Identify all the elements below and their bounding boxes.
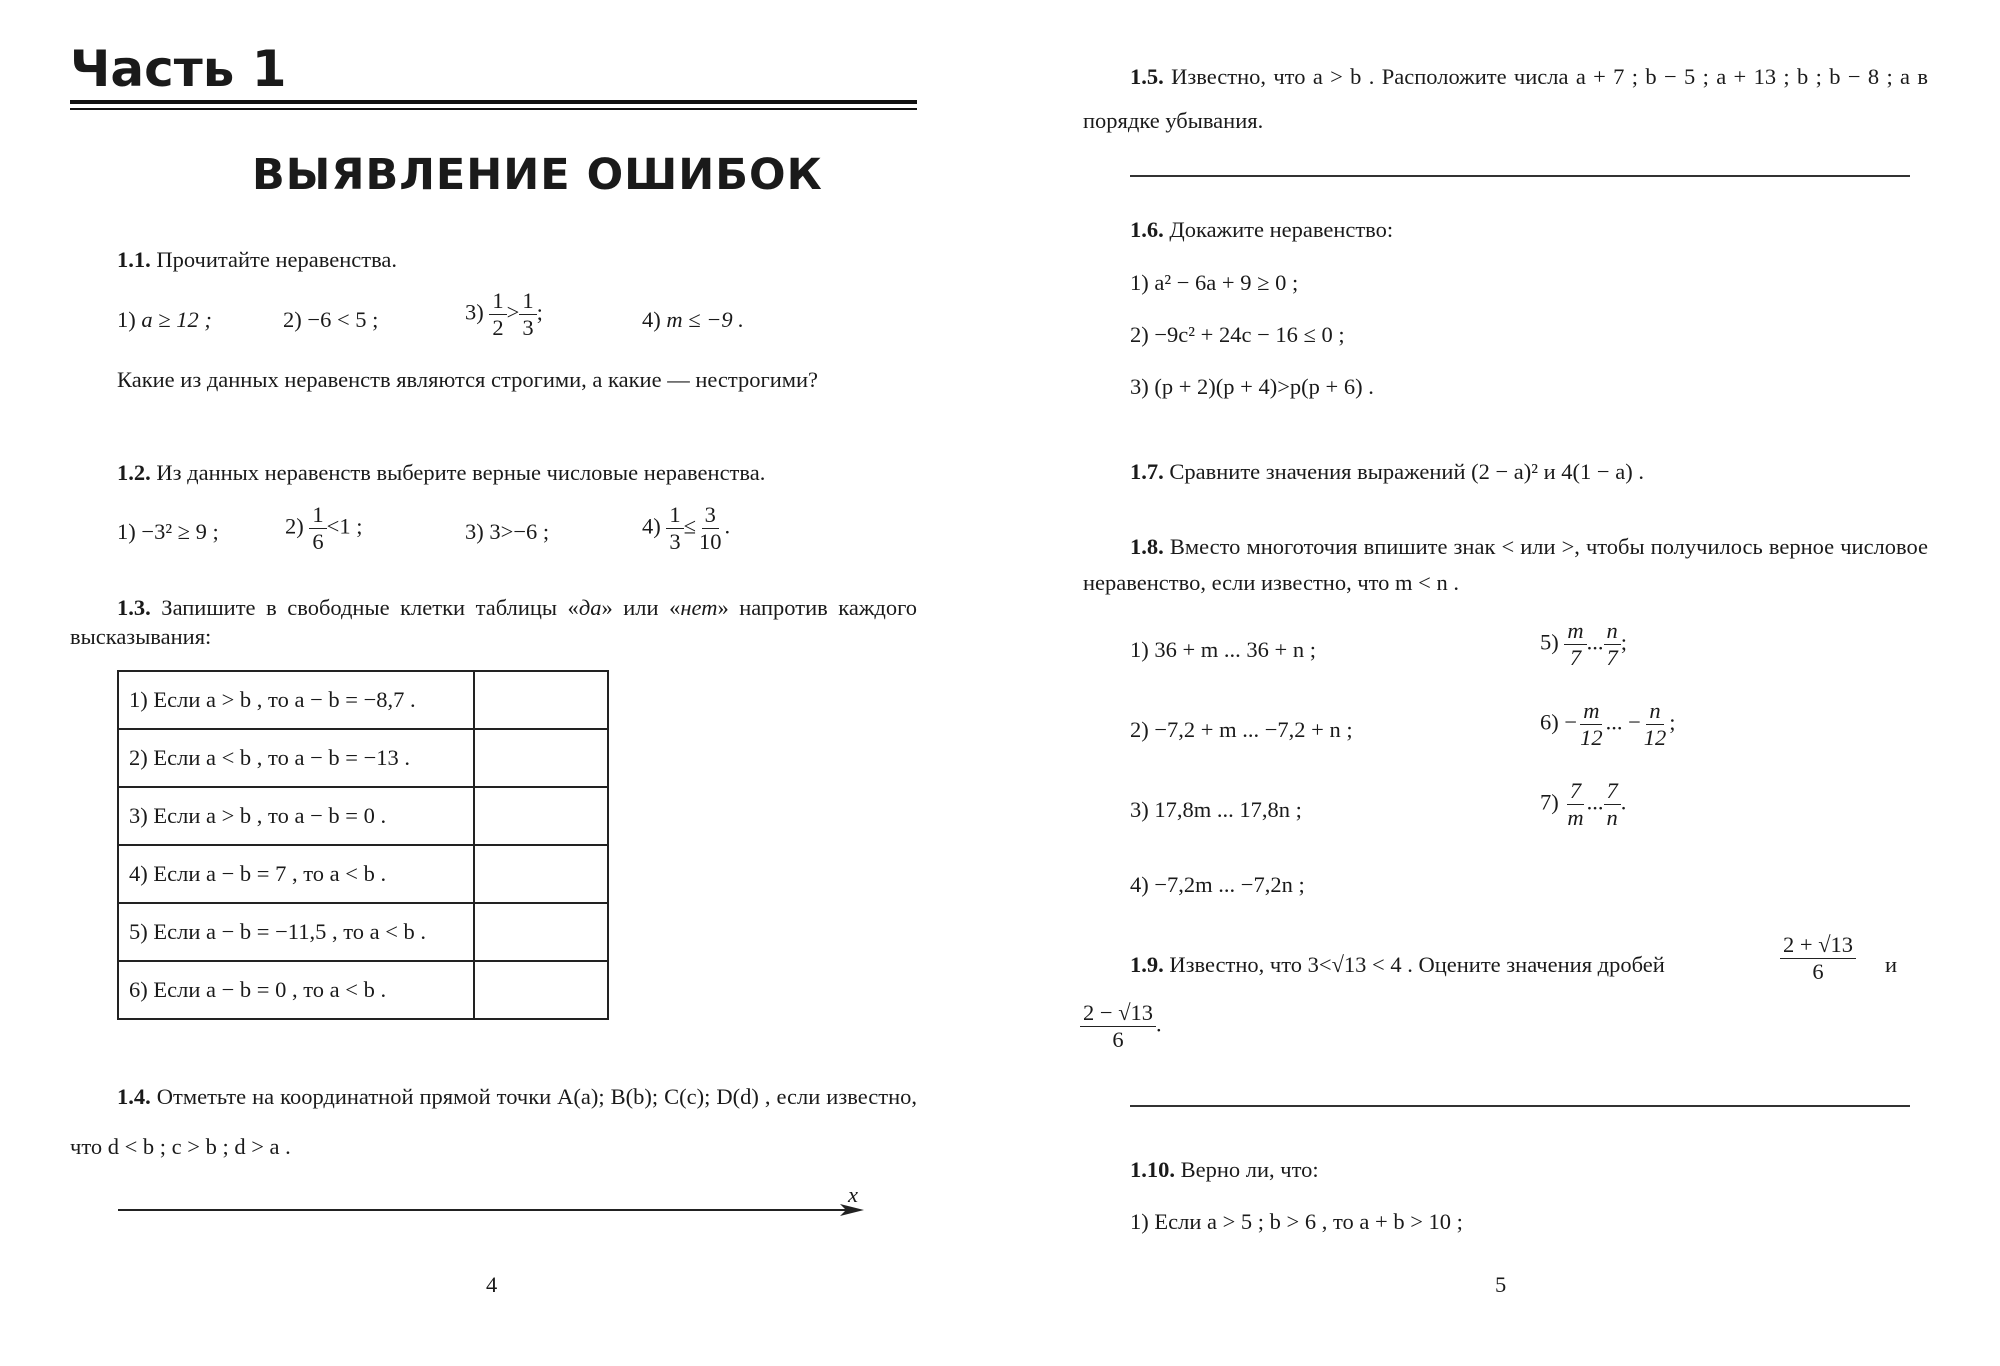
- fraction: $\frac{m}{7}$: [1564, 618, 1586, 671]
- part-rule-thick: [70, 100, 917, 104]
- problem-number: 1.7.: [1130, 459, 1164, 484]
- fraction: $\frac{n}{7}$: [1604, 618, 1621, 671]
- problem-number: 1.1.: [117, 247, 151, 272]
- problem-number: 1.2.: [117, 460, 151, 485]
- ineq-1-2-1: 1) −3² ≥ 9 ;: [117, 519, 219, 544]
- statement-cell: 3) Если a > b , то a − b = 0 .: [118, 787, 474, 845]
- item-number: 2): [283, 307, 302, 332]
- answer-da: да: [578, 595, 602, 620]
- problem-1-1-heading: [117, 245, 397, 274]
- fraction: $\frac{1}{6}$: [309, 502, 326, 555]
- fraction: $\frac{2 + √13}{6}$: [1780, 932, 1856, 985]
- part-rule-thin: [70, 108, 917, 110]
- table-row: [118, 961, 608, 1019]
- problem-1-6-heading: [1130, 215, 1393, 244]
- problem-number: 1.4.: [117, 1084, 151, 1109]
- problem-number: 1.10.: [1130, 1157, 1175, 1182]
- item-number: 1): [117, 307, 136, 332]
- compare-1-8-6: 6) − $\frac{m}{12}$ ... − $\frac{n}{12}$ ;: [1540, 698, 1676, 750]
- problem-text: Докажите неравенство:: [1169, 217, 1394, 242]
- fraction: $\frac{m}{12}$: [1580, 698, 1603, 750]
- item-number: 4): [642, 307, 661, 332]
- problem-1-2-heading: [117, 458, 765, 487]
- inequality: a ≥ 12 ;: [141, 307, 212, 332]
- answer-cell[interactable]: [474, 671, 608, 729]
- problem-text: Известно, что a > b . Расположите числа a + 7 ; b − 5 ; a + 13 ; b ; b − 8 ; a в порядке убывания.: [1083, 64, 1929, 133]
- problem-1-10-heading: [1130, 1155, 1319, 1184]
- answer-cell[interactable]: [474, 729, 608, 787]
- problem-1-8-heading: [1083, 529, 1928, 601]
- inequality-1-6-3: 3) (p + 2)(p + 4)>p(p + 6) .: [1130, 374, 1374, 399]
- item-number: 3): [465, 299, 484, 325]
- problem-number: 1.5.: [1130, 64, 1164, 89]
- statement-cell: 2) Если a < b , то a − b = −13 .: [118, 729, 474, 787]
- problem-1-9-line1: [1130, 950, 1665, 979]
- answer-cell[interactable]: [474, 787, 608, 845]
- statement-cell: 6) Если a − b = 0 , то a < b .: [118, 961, 474, 1019]
- conjunction: и: [1885, 952, 1898, 977]
- fraction: $\frac{2 - √13}{6}$: [1080, 1000, 1156, 1053]
- problem-1-4: [70, 1072, 917, 1172]
- problem-1-5: [1083, 55, 1928, 143]
- fraction-1-9-a: [1780, 932, 1856, 985]
- inequality-1-6-1: 1) a² − 6a + 9 ≥ 0 ;: [1130, 270, 1299, 295]
- ineq-1-2-4: 4) $\frac{1}{3}$ ≤ $\frac{3}{10}$ .: [642, 502, 731, 554]
- ineq-1-1-4: [642, 305, 744, 334]
- problem-number: 1.6.: [1130, 217, 1164, 242]
- fraction: $\frac{n}{12}$: [1643, 698, 1667, 750]
- fraction: $\frac{3}{10}$: [698, 502, 722, 554]
- problem-text: Отметьте на координатной прямой точки A(a); B(b); C(c); D(d) , если известно, что d < b ; c > b ; d > a .: [70, 1084, 917, 1159]
- inequality-1-6-2: 2) −9c² + 24c − 16 ≤ 0 ;: [1130, 322, 1345, 347]
- problem-text: Верно ли, что:: [1180, 1157, 1319, 1182]
- statement-1-10-1: 1) Если a > 5 ; b > 6 , то a + b > 10 ;: [1130, 1209, 1463, 1234]
- section-title: ВЫЯВЛЕНИЕ ОШИБОК: [252, 150, 823, 200]
- fraction: $\frac{1}{3}$: [519, 288, 536, 341]
- problem-text: Сравните значения выражений (2 − a)² и 4(1 − a) .: [1169, 459, 1644, 484]
- compare-1-8-7: 7) $\frac{7}{m}$ ... $\frac{7}{n}$ .: [1540, 778, 1627, 830]
- ineq-1-2-2: 2) $\frac{1}{6}$ <1 ;: [285, 502, 363, 554]
- problem-number: 1.3.: [117, 595, 151, 620]
- compare-1-8-3: 3) 17,8m ... 17,8n ;: [1130, 797, 1302, 822]
- problem-text: Прочитайте неравенства.: [156, 247, 398, 272]
- inequality: m ≤ −9 .: [666, 307, 744, 332]
- compare-1-8-4: 4) −7,2m ... −7,2n ;: [1130, 872, 1305, 897]
- compare-1-8-5: 5) $\frac{m}{7}$ ... $\frac{n}{7}$ ;: [1540, 618, 1628, 670]
- ineq-1-1-3: 3) $\frac{1}{2}$ > $\frac{1}{3}$ ;: [465, 288, 543, 340]
- problem-1-1-question: Какие из данных неравенств являются строгими, а какие — нестрогими?: [117, 367, 819, 392]
- fraction: $\frac{7}{n}$: [1604, 778, 1621, 831]
- fraction-1-9-b: $\frac{2 - √13}{6}$ .: [1080, 1000, 1162, 1053]
- fraction: $\frac{1}{2}$: [489, 288, 506, 341]
- axis-label: x: [848, 1182, 858, 1207]
- answer-cell[interactable]: [474, 903, 608, 961]
- table-row: [118, 787, 608, 845]
- statement-cell: 5) Если a − b = −11,5 , то a < b .: [118, 903, 474, 961]
- compare-1-8-2: 2) −7,2 + m ... −7,2 + n ;: [1130, 717, 1353, 742]
- table-row: [118, 729, 608, 787]
- answer-cell[interactable]: [474, 961, 608, 1019]
- compare-1-8-1: 1) 36 + m ... 36 + n ;: [1130, 637, 1316, 662]
- fraction: $\frac{7}{m}$: [1567, 778, 1584, 830]
- answer-line: [1130, 175, 1910, 177]
- table-row: [118, 845, 608, 903]
- coordinate-axis-line: [118, 1209, 858, 1211]
- problem-number: 1.8.: [1130, 534, 1164, 559]
- page-number-right: 5: [1495, 1272, 1507, 1297]
- problem-text: Известно, что 3<√13 < 4 . Оцените значения дробей: [1169, 952, 1665, 977]
- statement-cell: 1) Если a > b , то a − b = −8,7 .: [118, 671, 474, 729]
- ineq-1-1-2: [283, 305, 378, 334]
- problem-text: Вместо многоточия впишите знак < или >, чтобы получилось верное числовое неравенство, если известно, что m < n .: [1083, 534, 1929, 595]
- statement-cell: 4) Если a − b = 7 , то a < b .: [118, 845, 474, 903]
- problem-1-3-heading: 1.3. Запишите в свободные клетки таблицы «да» или «нет» напротив каждого высказывания:: [70, 595, 918, 650]
- table-row: [118, 671, 608, 729]
- problem-1-7: [1130, 457, 1644, 486]
- problem-number: 1.9.: [1130, 952, 1164, 977]
- answer-line: [1130, 1105, 1910, 1107]
- problem-text: Из данных неравенств выберите верные числовые неравенства.: [156, 460, 766, 485]
- part-title: Часть 1: [70, 40, 287, 98]
- table-row: [118, 903, 608, 961]
- answer-cell[interactable]: [474, 845, 608, 903]
- inequality: −6 < 5 ;: [307, 307, 379, 332]
- answer-net: нет: [680, 595, 718, 620]
- ineq-1-2-3: 3) 3>−6 ;: [465, 519, 550, 544]
- statements-table: [117, 670, 609, 1020]
- page-number-left: 4: [486, 1272, 498, 1297]
- ineq-1-1-1: [117, 305, 212, 334]
- fraction: $\frac{1}{3}$: [666, 502, 683, 555]
